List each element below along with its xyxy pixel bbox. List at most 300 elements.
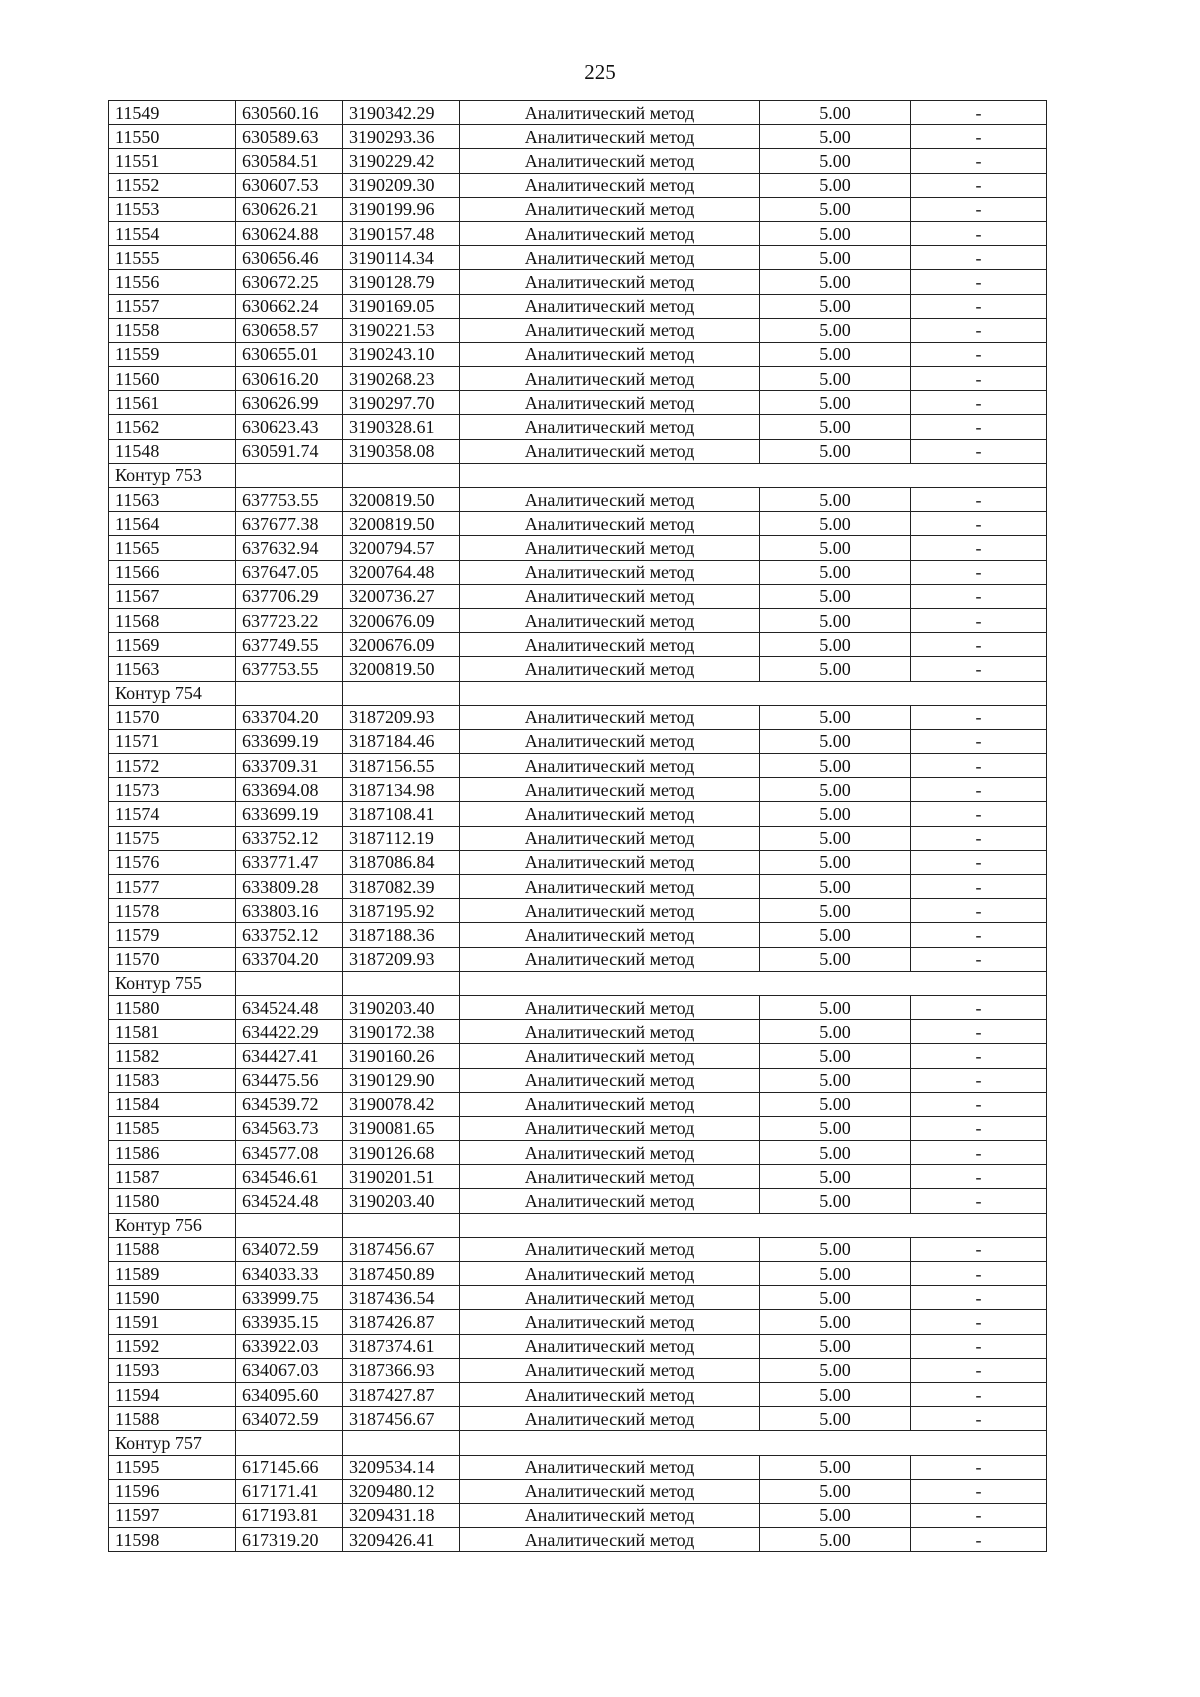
empty-cell [236,681,343,705]
accuracy: 5.00 [760,1092,911,1116]
accuracy: 5.00 [760,1479,911,1503]
table-row [109,342,1047,366]
note: - [911,1116,1047,1140]
coord-x: 637677.38 [236,512,343,536]
table-row [109,246,1047,270]
table-row [109,608,1047,632]
coord-x: 633999.75 [236,1286,343,1310]
accuracy: 5.00 [760,802,911,826]
coord-x: 634524.48 [236,1189,343,1213]
method: Аналитический метод [460,1165,760,1189]
method: Аналитический метод [460,101,760,125]
accuracy: 5.00 [760,536,911,560]
note: - [911,1382,1047,1406]
accuracy: 5.00 [760,391,911,415]
note: - [911,802,1047,826]
method: Аналитический метод [460,1334,760,1358]
note: - [911,899,1047,923]
empty-cell [343,463,460,487]
point-number: 11562 [109,415,236,439]
point-number: 11590 [109,1286,236,1310]
coord-y: 3190221.53 [343,318,460,342]
point-number: 11580 [109,995,236,1019]
point-number: 11557 [109,294,236,318]
table-row [109,1141,1047,1165]
method: Аналитический метод [460,657,760,681]
coord-y: 3200676.09 [343,633,460,657]
accuracy: 5.00 [760,923,911,947]
coord-y: 3190328.61 [343,415,460,439]
empty-cell [460,1213,1047,1237]
coord-x: 633699.19 [236,802,343,826]
contour-label: Контур 757 [109,1431,236,1455]
accuracy: 5.00 [760,488,911,512]
coord-y: 3190229.42 [343,149,460,173]
coord-y: 3190129.90 [343,1068,460,1092]
note: - [911,947,1047,971]
coord-x: 630624.88 [236,221,343,245]
point-number: 11580 [109,1189,236,1213]
table-row [109,633,1047,657]
point-number: 11586 [109,1141,236,1165]
coord-y: 3190114.34 [343,246,460,270]
coord-x: 637723.22 [236,608,343,632]
point-number: 11573 [109,778,236,802]
note: - [911,149,1047,173]
method: Аналитический метод [460,536,760,560]
contour-label: Контур 754 [109,681,236,705]
coord-y: 3187184.46 [343,729,460,753]
note: - [911,1286,1047,1310]
method: Аналитический метод [460,1116,760,1140]
coord-y: 3187134.98 [343,778,460,802]
coord-x: 630584.51 [236,149,343,173]
table-row [109,536,1047,560]
coord-y: 3200819.50 [343,488,460,512]
coord-x: 634563.73 [236,1116,343,1140]
coord-x: 633922.03 [236,1334,343,1358]
point-number: 11563 [109,657,236,681]
note: - [911,1141,1047,1165]
method: Аналитический метод [460,270,760,294]
point-number: 11569 [109,633,236,657]
table-row [109,101,1047,125]
point-number: 11567 [109,584,236,608]
method: Аналитический метод [460,584,760,608]
coord-y: 3187456.67 [343,1407,460,1431]
note: - [911,923,1047,947]
point-number: 11551 [109,149,236,173]
note: - [911,1044,1047,1068]
table-row [109,439,1047,463]
point-number: 11597 [109,1503,236,1527]
coord-x: 634095.60 [236,1382,343,1406]
coord-y: 3187156.55 [343,754,460,778]
point-number: 11598 [109,1528,236,1552]
table-row [109,197,1047,221]
coord-x: 617171.41 [236,1479,343,1503]
coord-y: 3187209.93 [343,947,460,971]
coord-y: 3190078.42 [343,1092,460,1116]
note: - [911,294,1047,318]
accuracy: 5.00 [760,1503,911,1527]
table-row [109,149,1047,173]
method: Аналитический метод [460,1262,760,1286]
contour-label: Контур 753 [109,463,236,487]
point-number: 11550 [109,125,236,149]
point-number: 11549 [109,101,236,125]
coord-x: 634422.29 [236,1020,343,1044]
note: - [911,754,1047,778]
accuracy: 5.00 [760,367,911,391]
coord-x: 634475.56 [236,1068,343,1092]
accuracy: 5.00 [760,1044,911,1068]
note: - [911,1334,1047,1358]
coord-x: 637706.29 [236,584,343,608]
accuracy: 5.00 [760,1358,911,1382]
coord-x: 630655.01 [236,342,343,366]
method: Аналитический метод [460,149,760,173]
coord-x: 633704.20 [236,947,343,971]
coord-x: 637753.55 [236,657,343,681]
coord-x: 633935.15 [236,1310,343,1334]
method: Аналитический метод [460,246,760,270]
coord-y: 3190243.10 [343,342,460,366]
point-number: 11584 [109,1092,236,1116]
table-row [109,802,1047,826]
accuracy: 5.00 [760,1455,911,1479]
coord-x: 634524.48 [236,995,343,1019]
coord-x: 633752.12 [236,826,343,850]
note: - [911,1503,1047,1527]
coord-x: 633694.08 [236,778,343,802]
coord-y: 3190128.79 [343,270,460,294]
table-row [109,560,1047,584]
table-row [109,415,1047,439]
coord-x: 634577.08 [236,1141,343,1165]
coord-x: 634067.03 [236,1358,343,1382]
accuracy: 5.00 [760,1237,911,1261]
accuracy: 5.00 [760,1189,911,1213]
point-number: 11588 [109,1237,236,1261]
table-row [109,367,1047,391]
coord-x: 634072.59 [236,1237,343,1261]
note: - [911,1407,1047,1431]
accuracy: 5.00 [760,778,911,802]
coord-y: 3187366.93 [343,1358,460,1382]
point-number: 11566 [109,560,236,584]
accuracy: 5.00 [760,294,911,318]
empty-cell [343,971,460,995]
coord-y: 3190081.65 [343,1116,460,1140]
table-row [109,705,1047,729]
accuracy: 5.00 [760,246,911,270]
note: - [911,584,1047,608]
table-row [109,1020,1047,1044]
point-number: 11576 [109,850,236,874]
point-number: 11595 [109,1455,236,1479]
accuracy: 5.00 [760,1286,911,1310]
note: - [911,125,1047,149]
table-row [109,1165,1047,1189]
coordinates-table [108,100,1047,1552]
accuracy: 5.00 [760,173,911,197]
table-row [109,1286,1047,1310]
point-number: 11560 [109,367,236,391]
coordinates-table-body [109,101,1047,1552]
method: Аналитический метод [460,754,760,778]
method: Аналитический метод [460,318,760,342]
point-number: 11554 [109,221,236,245]
note: - [911,608,1047,632]
method: Аналитический метод [460,512,760,536]
coord-x: 630656.46 [236,246,343,270]
coord-y: 3190160.26 [343,1044,460,1068]
table-row [109,488,1047,512]
empty-cell [236,1431,343,1455]
method: Аналитический метод [460,367,760,391]
method: Аналитический метод [460,1141,760,1165]
empty-cell [343,1213,460,1237]
accuracy: 5.00 [760,318,911,342]
table-row [109,729,1047,753]
accuracy: 5.00 [760,1020,911,1044]
empty-cell [343,681,460,705]
accuracy: 5.00 [760,584,911,608]
method: Аналитический метод [460,1455,760,1479]
method: Аналитический метод [460,1358,760,1382]
coord-x: 637632.94 [236,536,343,560]
contour-header-row [109,463,1047,487]
note: - [911,560,1047,584]
contour-header-row [109,1431,1047,1455]
method: Аналитический метод [460,173,760,197]
point-number: 11574 [109,802,236,826]
accuracy: 5.00 [760,875,911,899]
accuracy: 5.00 [760,1068,911,1092]
method: Аналитический метод [460,923,760,947]
accuracy: 5.00 [760,705,911,729]
point-number: 11570 [109,705,236,729]
note: - [911,270,1047,294]
method: Аналитический метод [460,1382,760,1406]
method: Аналитический метод [460,778,760,802]
method: Аналитический метод [460,899,760,923]
table-row [109,826,1047,850]
note: - [911,729,1047,753]
coord-y: 3187188.36 [343,923,460,947]
method: Аналитический метод [460,826,760,850]
table-row [109,125,1047,149]
accuracy: 5.00 [760,1528,911,1552]
point-number: 11578 [109,899,236,923]
method: Аналитический метод [460,415,760,439]
method: Аналитический метод [460,608,760,632]
coord-y: 3200794.57 [343,536,460,560]
note: - [911,1479,1047,1503]
accuracy: 5.00 [760,729,911,753]
note: - [911,439,1047,463]
note: - [911,1528,1047,1552]
point-number: 11593 [109,1358,236,1382]
coord-x: 630589.63 [236,125,343,149]
empty-cell [236,463,343,487]
coord-x: 634072.59 [236,1407,343,1431]
table-row [109,850,1047,874]
coord-y: 3190203.40 [343,995,460,1019]
coord-y: 3200819.50 [343,512,460,536]
table-row [109,1503,1047,1527]
point-number: 11583 [109,1068,236,1092]
coord-x: 637647.05 [236,560,343,584]
coord-y: 3200819.50 [343,657,460,681]
coord-x: 630623.43 [236,415,343,439]
accuracy: 5.00 [760,560,911,584]
coord-x: 633709.31 [236,754,343,778]
method: Аналитический метод [460,439,760,463]
accuracy: 5.00 [760,608,911,632]
table-row [109,1407,1047,1431]
coord-y: 3190157.48 [343,221,460,245]
point-number: 11572 [109,754,236,778]
note: - [911,536,1047,560]
coord-y: 3187195.92 [343,899,460,923]
page-number: 225 [584,60,616,84]
coord-y: 3200736.27 [343,584,460,608]
method: Аналитический метод [460,560,760,584]
table-row [109,1044,1047,1068]
method: Аналитический метод [460,1020,760,1044]
table-row [109,1358,1047,1382]
coord-x: 637753.55 [236,488,343,512]
point-number: 11561 [109,391,236,415]
method: Аналитический метод [460,875,760,899]
table-row [109,391,1047,415]
point-number: 11565 [109,536,236,560]
contour-label: Контур 756 [109,1213,236,1237]
note: - [911,1237,1047,1261]
table-row [109,947,1047,971]
coord-y: 3190358.08 [343,439,460,463]
table-row [109,995,1047,1019]
coord-y: 3187082.39 [343,875,460,899]
accuracy: 5.00 [760,101,911,125]
accuracy: 5.00 [760,754,911,778]
note: - [911,488,1047,512]
point-number: 11585 [109,1116,236,1140]
method: Аналитический метод [460,633,760,657]
note: - [911,246,1047,270]
table-row [109,1382,1047,1406]
coord-y: 3187086.84 [343,850,460,874]
table-row [109,270,1047,294]
note: - [911,705,1047,729]
method: Аналитический метод [460,1310,760,1334]
coord-x: 633803.16 [236,899,343,923]
table-row [109,1334,1047,1358]
note: - [911,778,1047,802]
table-row [109,512,1047,536]
point-number: 11587 [109,1165,236,1189]
point-number: 11581 [109,1020,236,1044]
method: Аналитический метод [460,1286,760,1310]
accuracy: 5.00 [760,1382,911,1406]
table-row [109,1116,1047,1140]
method: Аналитический метод [460,1479,760,1503]
table-row [109,221,1047,245]
note: - [911,995,1047,1019]
method: Аналитический метод [460,1237,760,1261]
table-row [109,1479,1047,1503]
point-number: 11553 [109,197,236,221]
accuracy: 5.00 [760,342,911,366]
coord-x: 630672.25 [236,270,343,294]
table-row [109,318,1047,342]
coord-y: 3190169.05 [343,294,460,318]
coord-y: 3209480.12 [343,1479,460,1503]
accuracy: 5.00 [760,270,911,294]
table-row [109,657,1047,681]
coord-y: 3190209.30 [343,173,460,197]
note: - [911,1068,1047,1092]
coord-x: 634546.61 [236,1165,343,1189]
table-row [109,1068,1047,1092]
accuracy: 5.00 [760,1262,911,1286]
coord-x: 637749.55 [236,633,343,657]
accuracy: 5.00 [760,850,911,874]
point-number: 11575 [109,826,236,850]
coord-y: 3187450.89 [343,1262,460,1286]
point-number: 11592 [109,1334,236,1358]
method: Аналитический метод [460,802,760,826]
coord-x: 617193.81 [236,1503,343,1527]
coord-y: 3187108.41 [343,802,460,826]
note: - [911,101,1047,125]
coord-y: 3190201.51 [343,1165,460,1189]
table-row [109,584,1047,608]
table-row [109,1237,1047,1261]
point-number: 11588 [109,1407,236,1431]
accuracy: 5.00 [760,1165,911,1189]
note: - [911,850,1047,874]
table-row [109,923,1047,947]
accuracy: 5.00 [760,1141,911,1165]
note: - [911,318,1047,342]
table-row [109,1455,1047,1479]
note: - [911,1020,1047,1044]
accuracy: 5.00 [760,197,911,221]
accuracy: 5.00 [760,439,911,463]
contour-label: Контур 755 [109,971,236,995]
coord-x: 633809.28 [236,875,343,899]
accuracy: 5.00 [760,1334,911,1358]
table-row [109,1092,1047,1116]
coord-x: 630560.16 [236,101,343,125]
point-number: 11591 [109,1310,236,1334]
coord-y: 3190199.96 [343,197,460,221]
accuracy: 5.00 [760,1407,911,1431]
note: - [911,197,1047,221]
accuracy: 5.00 [760,149,911,173]
accuracy: 5.00 [760,512,911,536]
point-number: 11555 [109,246,236,270]
table-row [109,294,1047,318]
method: Аналитический метод [460,947,760,971]
table-row [109,1189,1047,1213]
method: Аналитический метод [460,1528,760,1552]
method: Аналитический метод [460,294,760,318]
contour-header-row [109,1213,1047,1237]
